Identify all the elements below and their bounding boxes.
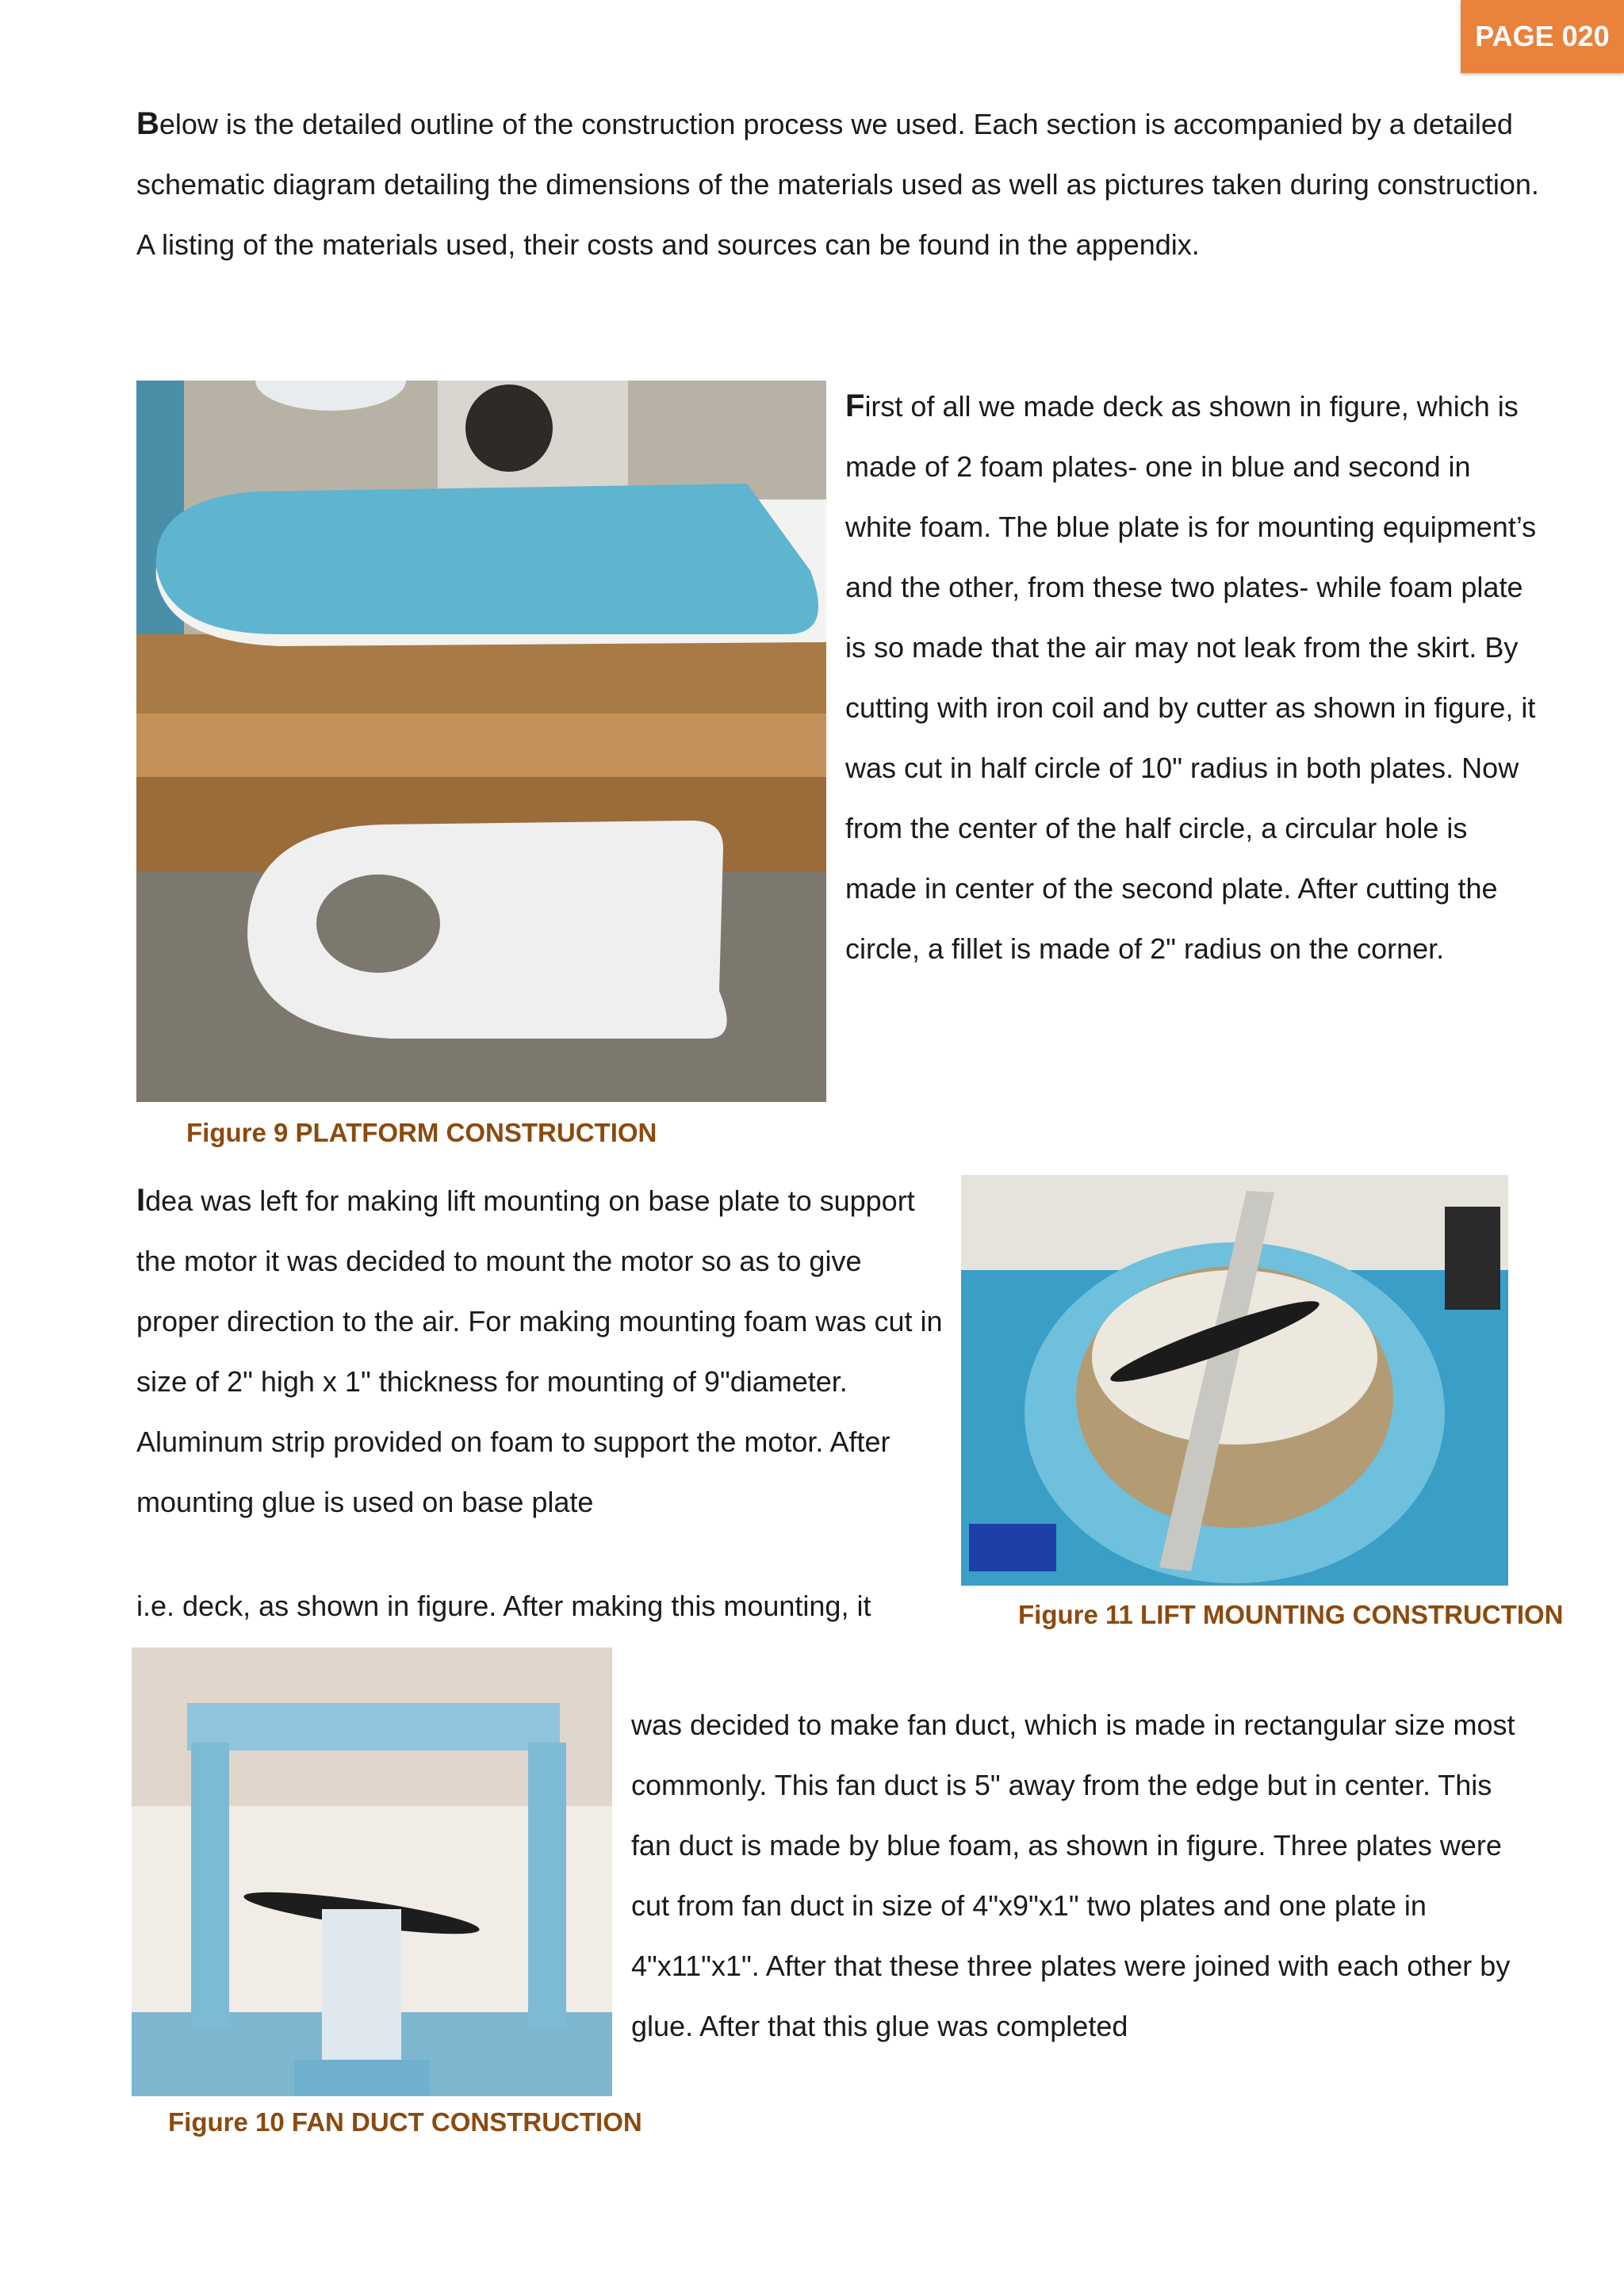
lift-text: dea was left for making lift mounting on base plate to support the motor it was decided to mount the motor so as to give proper direction to the air. For making mounting foam was cut in size of 2" high x 1" thickness for mounting of 9"diameter. Aluminum strip provided on foam to support the motor. After mounting glue is used on base plate	[136, 1184, 943, 1518]
figure-10-caption: Figure 10 FAN DUCT CONSTRUCTION	[168, 2107, 642, 2137]
figure-9-platform-photo	[136, 381, 826, 1102]
deck-dropcap: F	[845, 388, 865, 423]
deck-paragraph	[845, 376, 1543, 979]
intro-paragraph	[136, 94, 1556, 275]
lift-paragraph	[136, 1170, 945, 1533]
figure-9-caption: Figure 9 PLATFORM CONSTRUCTION	[186, 1118, 657, 1147]
figure-11-lift-mounting-photo	[961, 1175, 1508, 1586]
intro-dropcap: B	[136, 106, 159, 141]
deck-text: irst of all we made deck as shown in figure, which is made of 2 foam plates- one in blue and second in white foam. The blue plate is for mounting equipment’s and the other, from these two plates- while foam plate is so made that the air may not leak from the skirt. By cutting with iron coil and by cutter as shown in figure, it was cut in half circle of 10" radius in both plates. Now from the center of the half circle, a circular hole is made in center of the second plate. After cutting the circle, a fillet is made of 2" radius on the corner.	[845, 390, 1537, 965]
figure-10-fan-duct-photo	[132, 1647, 612, 2096]
intro-text: elow is the detailed outline of the construction process we used. Each section is accompanied by a detailed schematic diagram detailing the dimensions of the materials used as well as pictures taken during construction. A listing of the materials used, their costs and sources can be found in the appendix.	[136, 108, 1539, 261]
page-number-badge: PAGE 020	[1461, 0, 1624, 73]
lift-continuation: i.e. deck, as shown in figure. After making this mounting, it	[136, 1590, 871, 1622]
lift-dropcap: I	[136, 1183, 146, 1218]
duct-paragraph: was decided to make fan duct, which is made in rectangular size most commonly. This fan duct is 5" away from the edge but in center. This fan duct is made by blue foam, as shown in figure. Three plates were cut from fan duct in size of 4"x9"x1" two plates and one plate in 4"x11"x1". After that these three plates were joined with each other by glue. After that this glue was completed	[631, 1709, 1515, 2042]
figure-11-caption: Figure 11 LIFT MOUNTING CONSTRUCTION	[1018, 1600, 1564, 1629]
